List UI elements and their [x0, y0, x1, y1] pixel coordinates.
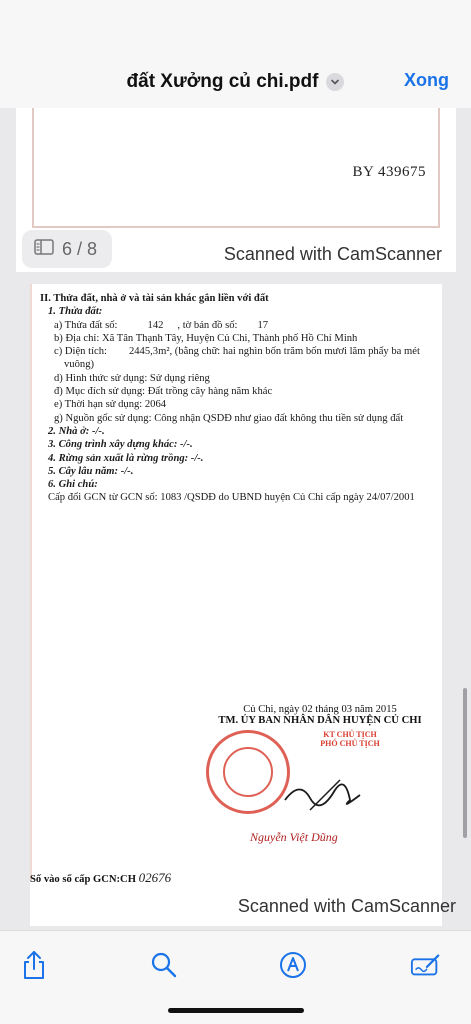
- scrollbar[interactable]: [463, 688, 467, 838]
- construction-line: 3. Công trình xây dựng khác: -/-.: [48, 439, 193, 451]
- handwritten-signature: [280, 770, 370, 820]
- chevron-down-icon: [326, 73, 344, 91]
- document-title: đất Xưởng củ chi.pdf: [126, 71, 319, 92]
- section-1-title: 1. Thửa đất:: [48, 306, 103, 318]
- official-seal: [206, 730, 290, 814]
- markup-icon[interactable]: [277, 949, 309, 981]
- forest-line: 4. Rừng sản xuất là rừng trồng: -/-.: [48, 452, 204, 464]
- registration-label: Số vào sổ cấp GCN:CH: [30, 874, 136, 885]
- search-icon[interactable]: [148, 949, 180, 981]
- date-line: Củ Chi, ngày 02 tháng 03 năm 2015: [243, 704, 397, 715]
- sidebar-icon: [34, 239, 54, 260]
- address-line: b) Địa chỉ: Xã Tân Thạnh Tây, Huyện Củ Chi, Thành phố Hồ Chí Minh: [54, 332, 358, 344]
- area-value: 2445,3m², (bằng chữ: hai nghìn bốn trăm bốn mươi lăm phẩy ba mét: [128, 346, 420, 358]
- map-number: 17: [257, 319, 269, 331]
- map-label: , tờ bản đồ số:: [177, 319, 238, 331]
- land-origin: g) Nguồn gốc sử dụng: Công nhận QSDĐ như giao đất không thu tiền sử dụng đất: [54, 412, 404, 424]
- home-indicator: [168, 1008, 304, 1013]
- document-title-button[interactable]: [127, 71, 345, 93]
- nav-bar: [0, 56, 471, 108]
- share-icon[interactable]: [18, 949, 50, 981]
- section-heading: II. Thửa đất, nhà ở và tài sản khác gắn liền với đất: [40, 293, 269, 304]
- area-continuation: vuông): [64, 359, 95, 371]
- notes-title: 6. Ghi chú:: [48, 479, 98, 491]
- area-row: [40, 345, 436, 358]
- pdf-page-6: [30, 284, 456, 926]
- notes-text: Cấp đổi GCN từ GCN số: 1083 /QSDĐ do UBND huyện Củ Chi cấp ngày 24/07/2001: [48, 492, 415, 504]
- perennial-line: 5. Cây lâu năm: -/-.: [48, 465, 134, 477]
- registration-number: [30, 870, 171, 886]
- authority-line: TM. ỦY BAN NHÂN DÂN HUYỆN CỦ CHI: [218, 715, 422, 726]
- role-line-2: PHÓ CHỦ TỊCH: [320, 739, 380, 748]
- page-counter[interactable]: [22, 230, 112, 268]
- role-line-1: KT CHỦ TỊCH: [323, 730, 377, 739]
- annotate-icon[interactable]: [410, 949, 442, 981]
- signer-name: Nguyễn Việt Dũng: [250, 830, 338, 844]
- house-line: 2. Nhà ở: -/-.: [48, 425, 105, 437]
- serial-number: BY 439675: [352, 164, 426, 180]
- parcel-row: [40, 319, 436, 332]
- certificate-content: [40, 292, 436, 505]
- registration-value: 02676: [138, 870, 172, 885]
- parcel-number: 142: [147, 319, 164, 331]
- seal-emblem: [223, 747, 273, 797]
- land-purpose: đ) Mục đích sử dụng: Đất trồng cây hàng năm khác: [54, 386, 273, 398]
- use-form: d) Hình thức sử dụng: Sử dụng riêng: [54, 372, 210, 384]
- area-label: c) Diện tích:: [54, 346, 107, 358]
- done-button[interactable]: Xong: [404, 70, 449, 90]
- document-viewer[interactable]: [0, 108, 471, 930]
- scan-footer: Scanned with CamScanner: [223, 244, 442, 264]
- status-bar: [0, 0, 471, 56]
- scan-footer: Scanned with CamScanner: [237, 896, 456, 916]
- parcel-label: a) Thửa đất số:: [54, 319, 118, 331]
- page-counter-label: 6 / 8: [62, 238, 98, 259]
- usage-term: e) Thời hạn sử dụng: 2064: [54, 399, 167, 411]
